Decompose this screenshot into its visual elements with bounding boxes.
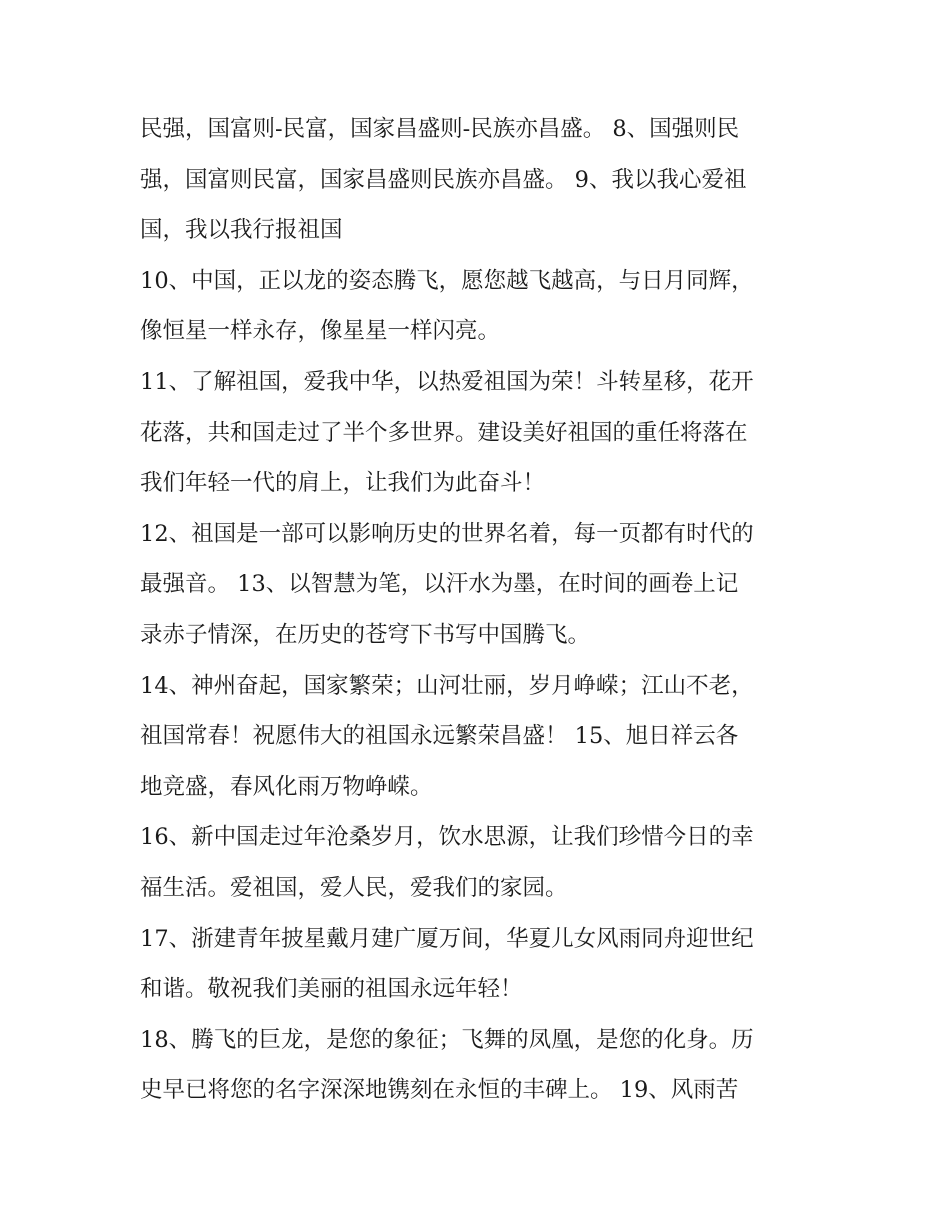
- text-line: 和谐。敬祝我们美丽的祖国永远年轻！: [140, 976, 523, 1003]
- text-line: 强，国富则民富，国家昌盛则民族亦昌盛。 9、我以我心爱祖: [140, 166, 747, 193]
- text-line: 10、中国，正以龙的姿态腾飞，愿您越飞越高，与日月同辉，: [140, 267, 754, 294]
- document-page: [140, 104, 820, 1116]
- text-line: 11、了解祖国，爱我中华，以热爱祖国为荣！斗转星移，花开: [140, 368, 754, 395]
- text-line: 18、腾飞的巨龙，是您的象征；飞舞的凤凰，是您的化身。历: [140, 1026, 754, 1053]
- text-line: 地竞盛，春风化雨万物峥嵘。: [140, 773, 433, 800]
- text-line: 我们年轻一代的肩上，让我们为此奋斗！: [140, 470, 546, 497]
- text-line: 17、浙建青年披星戴月建广厦万间，华夏儿女风雨同舟迎世纪: [140, 925, 754, 952]
- text-line: 最强音。 13、以智慧为笔，以汗水为墨，在时间的画卷上记: [140, 571, 739, 598]
- text-line: 国，我以我行报祖国: [140, 217, 343, 244]
- text-line: 花落，共和国走过了半个多世界。建设美好祖国的重任将落在: [140, 419, 748, 446]
- text-line: 史早已将您的名字深深地镌刻在永恒的丰碑上。 19、风雨苦: [140, 1077, 739, 1104]
- text-line: 14、神州奋起，国家繁荣；山河壮丽，岁月峥嵘；江山不老，: [140, 672, 754, 699]
- text-line: 民强，国富则-民富，国家昌盛则-民族亦昌盛。 8、国强则民: [140, 116, 740, 142]
- text-line: 录赤子情深，在历史的苍穹下书写中国腾飞。: [140, 621, 591, 648]
- text-line: 12、祖国是一部可以影响历史的世界名着，每一页都有时代的: [140, 520, 754, 547]
- text-line: 福生活。爱祖国，爱人民，爱我们的家园。: [140, 874, 568, 901]
- text-line: 像恒星一样永存，像星星一样闪亮。: [140, 318, 501, 345]
- text-line: 16、新中国走过年沧桑岁月，饮水思源，让我们珍惜今日的幸: [140, 824, 754, 851]
- text-line: 祖国常春！祝愿伟大的祖国永远繁荣昌盛！ 15、旭日祥云各: [140, 723, 739, 750]
